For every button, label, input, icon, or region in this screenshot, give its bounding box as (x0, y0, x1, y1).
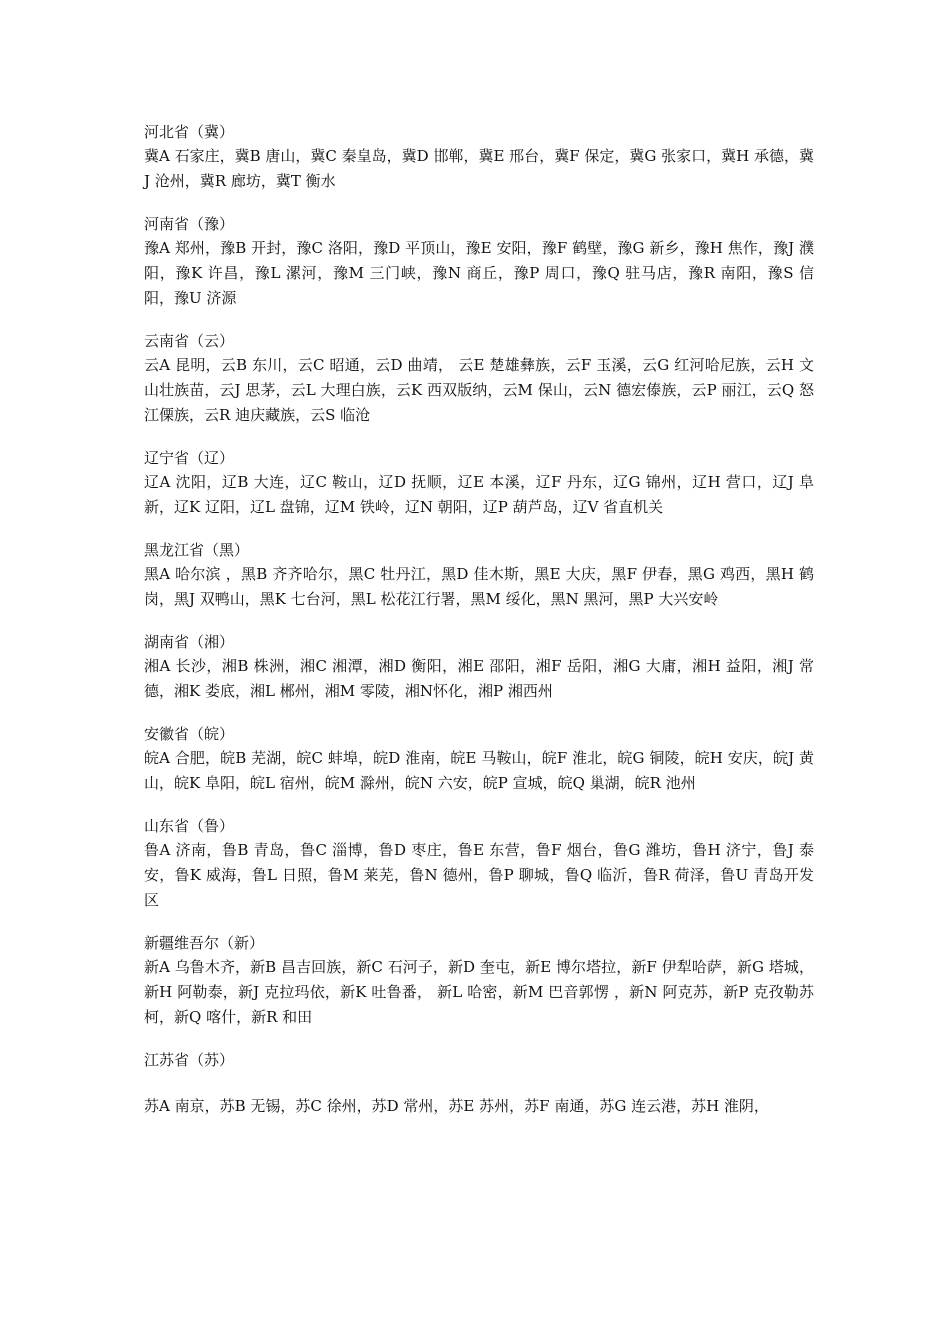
section-heilongjiang (144, 538, 814, 612)
section-anhui (144, 722, 814, 796)
blank-line (144, 1072, 814, 1094)
section-henan (144, 212, 814, 311)
section-jiangsu (144, 1048, 814, 1119)
section-text: 苏A 南京，苏B 无锡，苏C 徐州，苏D 常州，苏E 苏州，苏F 南通，苏G 连云港，苏H 淮阴， (144, 1097, 769, 1115)
section-text: 豫A 郑州，豫B 开封，豫C 洛阳，豫D 平顶山，豫E 安阳，豫F 鹤壁，豫G 新乡，豫H 焦作，豫J 濮阳，豫K 许昌，豫L 漯河，豫M 三门峡，豫N 商丘，豫P 周口，豫Q 驻马店，豫R 南阳，豫S 信阳，豫U 济源 (144, 239, 814, 307)
section-heading: 河北省（冀） (144, 123, 235, 141)
section-text: 黑A 哈尔滨 ，黑B 齐齐哈尔，黑C 牡丹江，黑D 佳木斯，黑E 大庆，黑F 伊春，黑G 鸡西，黑H 鹤岗，黑J 双鸭山，黑K 七台河，黑L 松花江行署，黑M 绥化，黑N 黑河，黑P 大兴安岭 (144, 565, 814, 608)
section-heading: 江苏省（苏） (144, 1051, 235, 1069)
section-liaoning (144, 446, 814, 520)
section-heading: 黑龙江省（黑） (144, 541, 250, 559)
section-heading: 河南省（豫） (144, 215, 235, 233)
section-text: 皖A 合肥，皖B 芜湖，皖C 蚌埠，皖D 淮南，皖E 马鞍山，皖F 淮北，皖G 铜陵，皖H 安庆，皖J 黄山，皖K 阜阳，皖L 宿州，皖M 滁州，皖N 六安，皖P 宣城，皖Q 巢湖，皖R 池州 (144, 749, 814, 792)
section-text: 鲁A 济南，鲁B 青岛，鲁C 淄博，鲁D 枣庄，鲁E 东营，鲁F 烟台，鲁G 潍坊，鲁H 济宁，鲁J 泰安，鲁K 威海，鲁L 日照，鲁M 莱芜，鲁N 德州，鲁P 聊城，鲁Q 临沂，鲁R 荷泽，鲁U 青岛开发区 (144, 841, 814, 909)
section-hebei (144, 120, 814, 194)
section-heading: 辽宁省（辽） (144, 449, 235, 467)
section-shandong (144, 814, 814, 913)
section-hunan (144, 630, 814, 704)
section-heading: 湖南省（湘） (144, 633, 235, 651)
section-heading: 山东省（鲁） (144, 817, 235, 835)
section-text: 云A 昆明，云B 东川，云C 昭通，云D 曲靖， 云E 楚雄彝族，云F 玉溪，云G 红河哈尼族，云H 文山壮族苗，云J 思茅，云L 大理白族，云K 西双版纳，云M 保山，云N 德宏傣族，云P 丽江，云Q 怒江傈族，云R 迪庆藏族，云S 临沧 (144, 356, 814, 424)
section-text: 湘A 长沙，湘B 株洲，湘C 湘潭，湘D 衡阳，湘E 邵阳，湘F 岳阳，湘G 大庸，湘H 益阳，湘J 常德，湘K 娄底，湘L 郴州，湘M 零陵，湘N怀化，湘P 湘西州 (144, 657, 814, 700)
section-heading: 云南省（云） (144, 332, 235, 350)
section-text: 新A 乌鲁木齐，新B 昌吉回族，新C 石河子，新D 奎屯，新E 博尔塔拉，新F 伊犁哈萨，新G 塔城，新H 阿勒泰，新J 克拉玛依，新K 吐鲁番， 新L 哈密，新M 巴音郭愣 ，新N 阿克苏，新P 克孜勒苏柯，新Q 喀什，新R 和田 (144, 958, 814, 1026)
section-heading: 新疆维吾尔（新） (144, 934, 265, 952)
section-yunnan (144, 329, 814, 428)
section-text: 辽A 沈阳，辽B 大连，辽C 鞍山，辽D 抚顺，辽E 本溪，辽F 丹东，辽G 锦州，辽H 营口，辽J 阜新，辽K 辽阳，辽L 盘锦，辽M 铁岭，辽N 朝阳，辽P 葫芦岛，辽V 省直机关 (144, 473, 814, 516)
section-heading: 安徽省（皖） (144, 725, 235, 743)
document-content (144, 120, 814, 1137)
section-text: 冀A 石家庄，冀B 唐山，冀C 秦皇岛，冀D 邯郸，冀E 邢台，冀F 保定，冀G 张家口，冀H 承德，冀J 沧州，冀R 廊坊，冀T 衡水 (144, 147, 814, 190)
section-xinjiang (144, 931, 814, 1030)
